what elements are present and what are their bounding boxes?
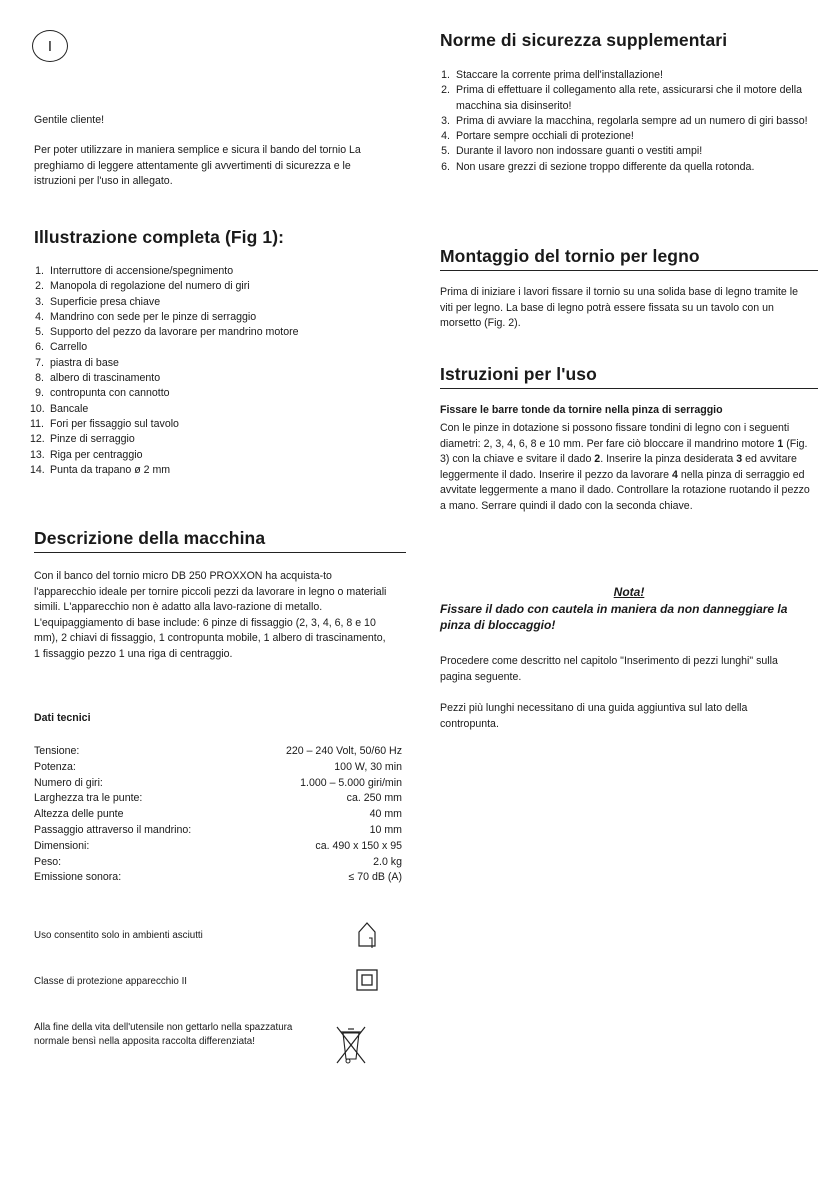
- list-number: 2.: [441, 84, 450, 97]
- tech-heading: Dati tecnici: [34, 712, 91, 724]
- part-item: [30, 340, 402, 355]
- description-paragraph: Con il banco del tornio micro DB 250 PROXXON ha acquista-to l'apparecchio ideale per tornire piccoli pezzi da lavorare in legno o materiali simili. L'apparecchio non è adatto alla lavo-razione di metallo. L'equipaggiamento di base include: 6 pinze di fissaggio (2, 3, 4, 6, 8 e 10 mm), 2 chiavi di fissaggio, 1 contropunta mobile, 1 albero di trascinamento, 1 fissaggio pezzo 1 una riga di centraggio.: [34, 570, 387, 660]
- protection-class-row: [34, 975, 374, 989]
- list-text: Superficie presa chiave: [50, 295, 161, 308]
- usage-text-part: (Fig. 3) con la chiave e svitare il dado: [440, 437, 808, 466]
- list-text: Bancale: [50, 402, 89, 415]
- ref-number: 1: [777, 437, 784, 450]
- tech-row: [34, 823, 402, 839]
- part-item: [30, 448, 402, 463]
- tech-row: [34, 807, 402, 823]
- list-number: 14.: [30, 463, 45, 476]
- safety-item: [436, 144, 814, 159]
- part-item: [30, 432, 402, 447]
- list-number: 5.: [35, 326, 44, 339]
- list-number: 9.: [35, 387, 44, 400]
- list-number: 3.: [441, 114, 450, 127]
- tech-value: 1.000 – 5.000 giri/min: [300, 776, 402, 789]
- parts-list: [30, 264, 402, 478]
- dry-use-text: Uso consentito solo in ambienti asciutti: [34, 930, 203, 941]
- list-text: Non usare grezzi di sezione troppo differente da quella rotonda.: [456, 160, 755, 173]
- ref-number: 3: [736, 453, 743, 466]
- list-number: 3.: [35, 295, 44, 308]
- tech-value: 220 – 240 Volt, 50/60 Hz: [285, 745, 402, 757]
- tech-data-table: [34, 744, 402, 886]
- tech-row: [34, 776, 402, 792]
- class-ii-icon: [356, 969, 378, 991]
- usage-text-part: . Inserire la pinza desiderata: [600, 453, 737, 466]
- tech-label: Emissione sonora:: [34, 871, 122, 884]
- list-text: piastra di base: [50, 356, 119, 369]
- usage-text-part: Con le pinze in dotazione si possono fissare tondini di legno con i seguenti diametri: 2, 3, 4, 6, 8 e 10 mm. Per fare ciò bloccare il mandrino motore: [440, 422, 790, 450]
- tech-value: ≤ 70 dB (A): [348, 871, 402, 884]
- disposal-text: Alla fine della vita dell'utensile non gettarlo nella spazzatura normale bensì nella apposita raccolta differenziata!: [34, 1022, 293, 1047]
- list-text: Staccare la corrente prima dell'installazione!: [456, 69, 663, 81]
- usage-text-part: ed avvitare leggermente il dado. Inserire il pezzo da lavorare: [440, 453, 797, 481]
- list-number: 13.: [30, 448, 45, 461]
- note-title: Nota!: [613, 585, 645, 599]
- safety-list: [436, 68, 814, 175]
- tech-value: 2.0 kg: [373, 855, 402, 868]
- list-number: 1.: [35, 265, 44, 277]
- mounting-heading: Montaggio del tornio per legno: [440, 246, 818, 271]
- list-text: Durante il lavoro non indossare guanti o vestiti ampi!: [456, 145, 703, 158]
- list-number: 10.: [30, 402, 45, 415]
- tech-label: Passaggio attraverso il mandrino:: [34, 823, 192, 836]
- part-item: [30, 402, 402, 417]
- tech-row: [34, 855, 402, 871]
- part-item: [30, 463, 402, 478]
- list-number: 8.: [35, 372, 44, 385]
- part-item: [30, 325, 402, 340]
- safety-item: [436, 129, 814, 144]
- part-item: [30, 264, 402, 279]
- long-pieces-paragraph: Pezzi più lunghi necessitano di una guida aggiuntiva sul lato della contropunta.: [440, 702, 748, 730]
- part-item: [30, 310, 402, 325]
- tech-label: Altezza delle punte: [34, 808, 124, 821]
- weee-bin-icon: [333, 1023, 369, 1067]
- list-text: albero di trascinamento: [50, 372, 161, 385]
- list-number: 5.: [441, 145, 450, 158]
- tech-row: [34, 760, 402, 776]
- language-letter: I: [47, 37, 53, 55]
- tech-value: ca. 250 mm: [346, 792, 402, 805]
- list-text: Mandrino con sede per le pinze di serraggio: [50, 310, 257, 323]
- usage-text-part: nella pinza di serraggio ed avvitate leggermente a mano il dado. Controllare la rotazione ruotando il pezzo a mano. Serrare quindi il dado con la seconda chiave.: [440, 468, 810, 512]
- tech-row: [34, 791, 402, 807]
- part-item: [30, 386, 402, 401]
- tech-row: [34, 839, 402, 855]
- list-text: Portare sempre occhiali di protezione!: [456, 130, 634, 143]
- list-text: Prima di avviare la macchina, regolarla sempre ad un numero di giri basso!: [456, 114, 808, 127]
- list-number: 4.: [441, 130, 450, 143]
- list-number: 2.: [35, 280, 44, 293]
- ref-number: 4: [672, 468, 678, 481]
- tech-row: [34, 870, 402, 886]
- list-number: 4.: [35, 310, 44, 323]
- mounting-paragraph: Prima di iniziare i lavori fissare il tornio su una solida base di legno tramite le viti per legno. La base di legno potrà essere fissata su un tavolo con un morsetto (Fig. 2).: [440, 286, 798, 330]
- indoor-use-icon: [356, 920, 378, 950]
- part-item: [30, 295, 402, 310]
- tech-label: Larghezza tra le punte:: [34, 792, 143, 805]
- greeting: Gentile cliente!: [34, 114, 105, 126]
- note-text: Fissare il dado con cautela in maniera da non danneggiare la pinza di bloccaggio!: [440, 602, 788, 632]
- disposal-row: [34, 1021, 294, 1048]
- usage-heading: Istruzioni per l'uso: [440, 364, 818, 389]
- list-text: Fori per fissaggio sul tavolo: [50, 417, 179, 430]
- protection-class-text: Classe di protezione apparecchio II: [34, 976, 188, 987]
- list-text: Supporto del pezzo da lavorare per mandrino motore: [50, 326, 299, 339]
- tech-row: [34, 744, 402, 760]
- part-item: [30, 356, 402, 371]
- language-badge: [32, 30, 68, 62]
- list-text: Pinze di serraggio: [50, 433, 135, 446]
- usage-subheading: Fissare le barre tonde da tornire nella pinza di serraggio: [440, 404, 723, 416]
- list-number: 6.: [441, 160, 450, 173]
- safety-item: [436, 83, 814, 114]
- list-text: Manopola di regolazione del numero di giri: [50, 280, 250, 293]
- illustration-heading: Illustrazione completa (Fig 1):: [34, 227, 285, 247]
- tech-value: 40 mm: [369, 808, 402, 821]
- tech-label: Peso:: [34, 855, 62, 868]
- tech-label: Dimensioni:: [34, 839, 90, 852]
- ref-number: 2: [594, 453, 601, 466]
- intro-paragraph: Per poter utilizzare in maniera semplice e sicura il bando del tornio La preghiamo di leggere attentamente gli avvertimenti di sicurezza e le istruzioni per l'uso in allegato.: [34, 144, 361, 188]
- tech-value: 100 W, 30 min: [334, 760, 402, 773]
- list-number: 12.: [30, 433, 45, 446]
- part-item: [30, 279, 402, 294]
- safety-item: [436, 114, 814, 129]
- tech-label: Numero di giri:: [34, 776, 103, 789]
- safety-item: [436, 68, 814, 83]
- dry-use-row: [34, 929, 374, 943]
- tech-value: ca. 490 x 150 x 95: [315, 839, 402, 852]
- list-text: Riga per centraggio: [50, 448, 143, 461]
- safety-heading: Norme di sicurezza supplementari: [440, 30, 728, 50]
- tech-label: Potenza:: [34, 760, 76, 773]
- list-text: contropunta con cannotto: [50, 387, 170, 400]
- list-number: 7.: [35, 356, 44, 369]
- tech-value: 10 mm: [369, 823, 402, 836]
- list-text: Prima di effettuare il collegamento alla rete, assicurarsi che il motore della macchina sia disinserito!: [456, 84, 803, 112]
- description-heading: Descrizione della macchina: [34, 528, 406, 553]
- list-text: Interruttore di accensione/spegnimento: [50, 265, 234, 277]
- part-item: [30, 371, 402, 386]
- list-text: Carrello: [50, 341, 88, 354]
- safety-item: [436, 160, 814, 175]
- tech-label: Tensione:: [34, 745, 80, 757]
- list-text: Punta da trapano ø 2 mm: [50, 463, 171, 476]
- usage-paragraph: [440, 421, 812, 515]
- part-item: [30, 417, 402, 432]
- list-number: 1.: [441, 69, 450, 81]
- procedure-paragraph: Procedere come descritto nel capitolo "Inserimento di pezzi lunghi" sulla pagina seguente.: [440, 655, 778, 683]
- list-number: 11.: [30, 417, 44, 430]
- list-number: 6.: [35, 341, 44, 354]
